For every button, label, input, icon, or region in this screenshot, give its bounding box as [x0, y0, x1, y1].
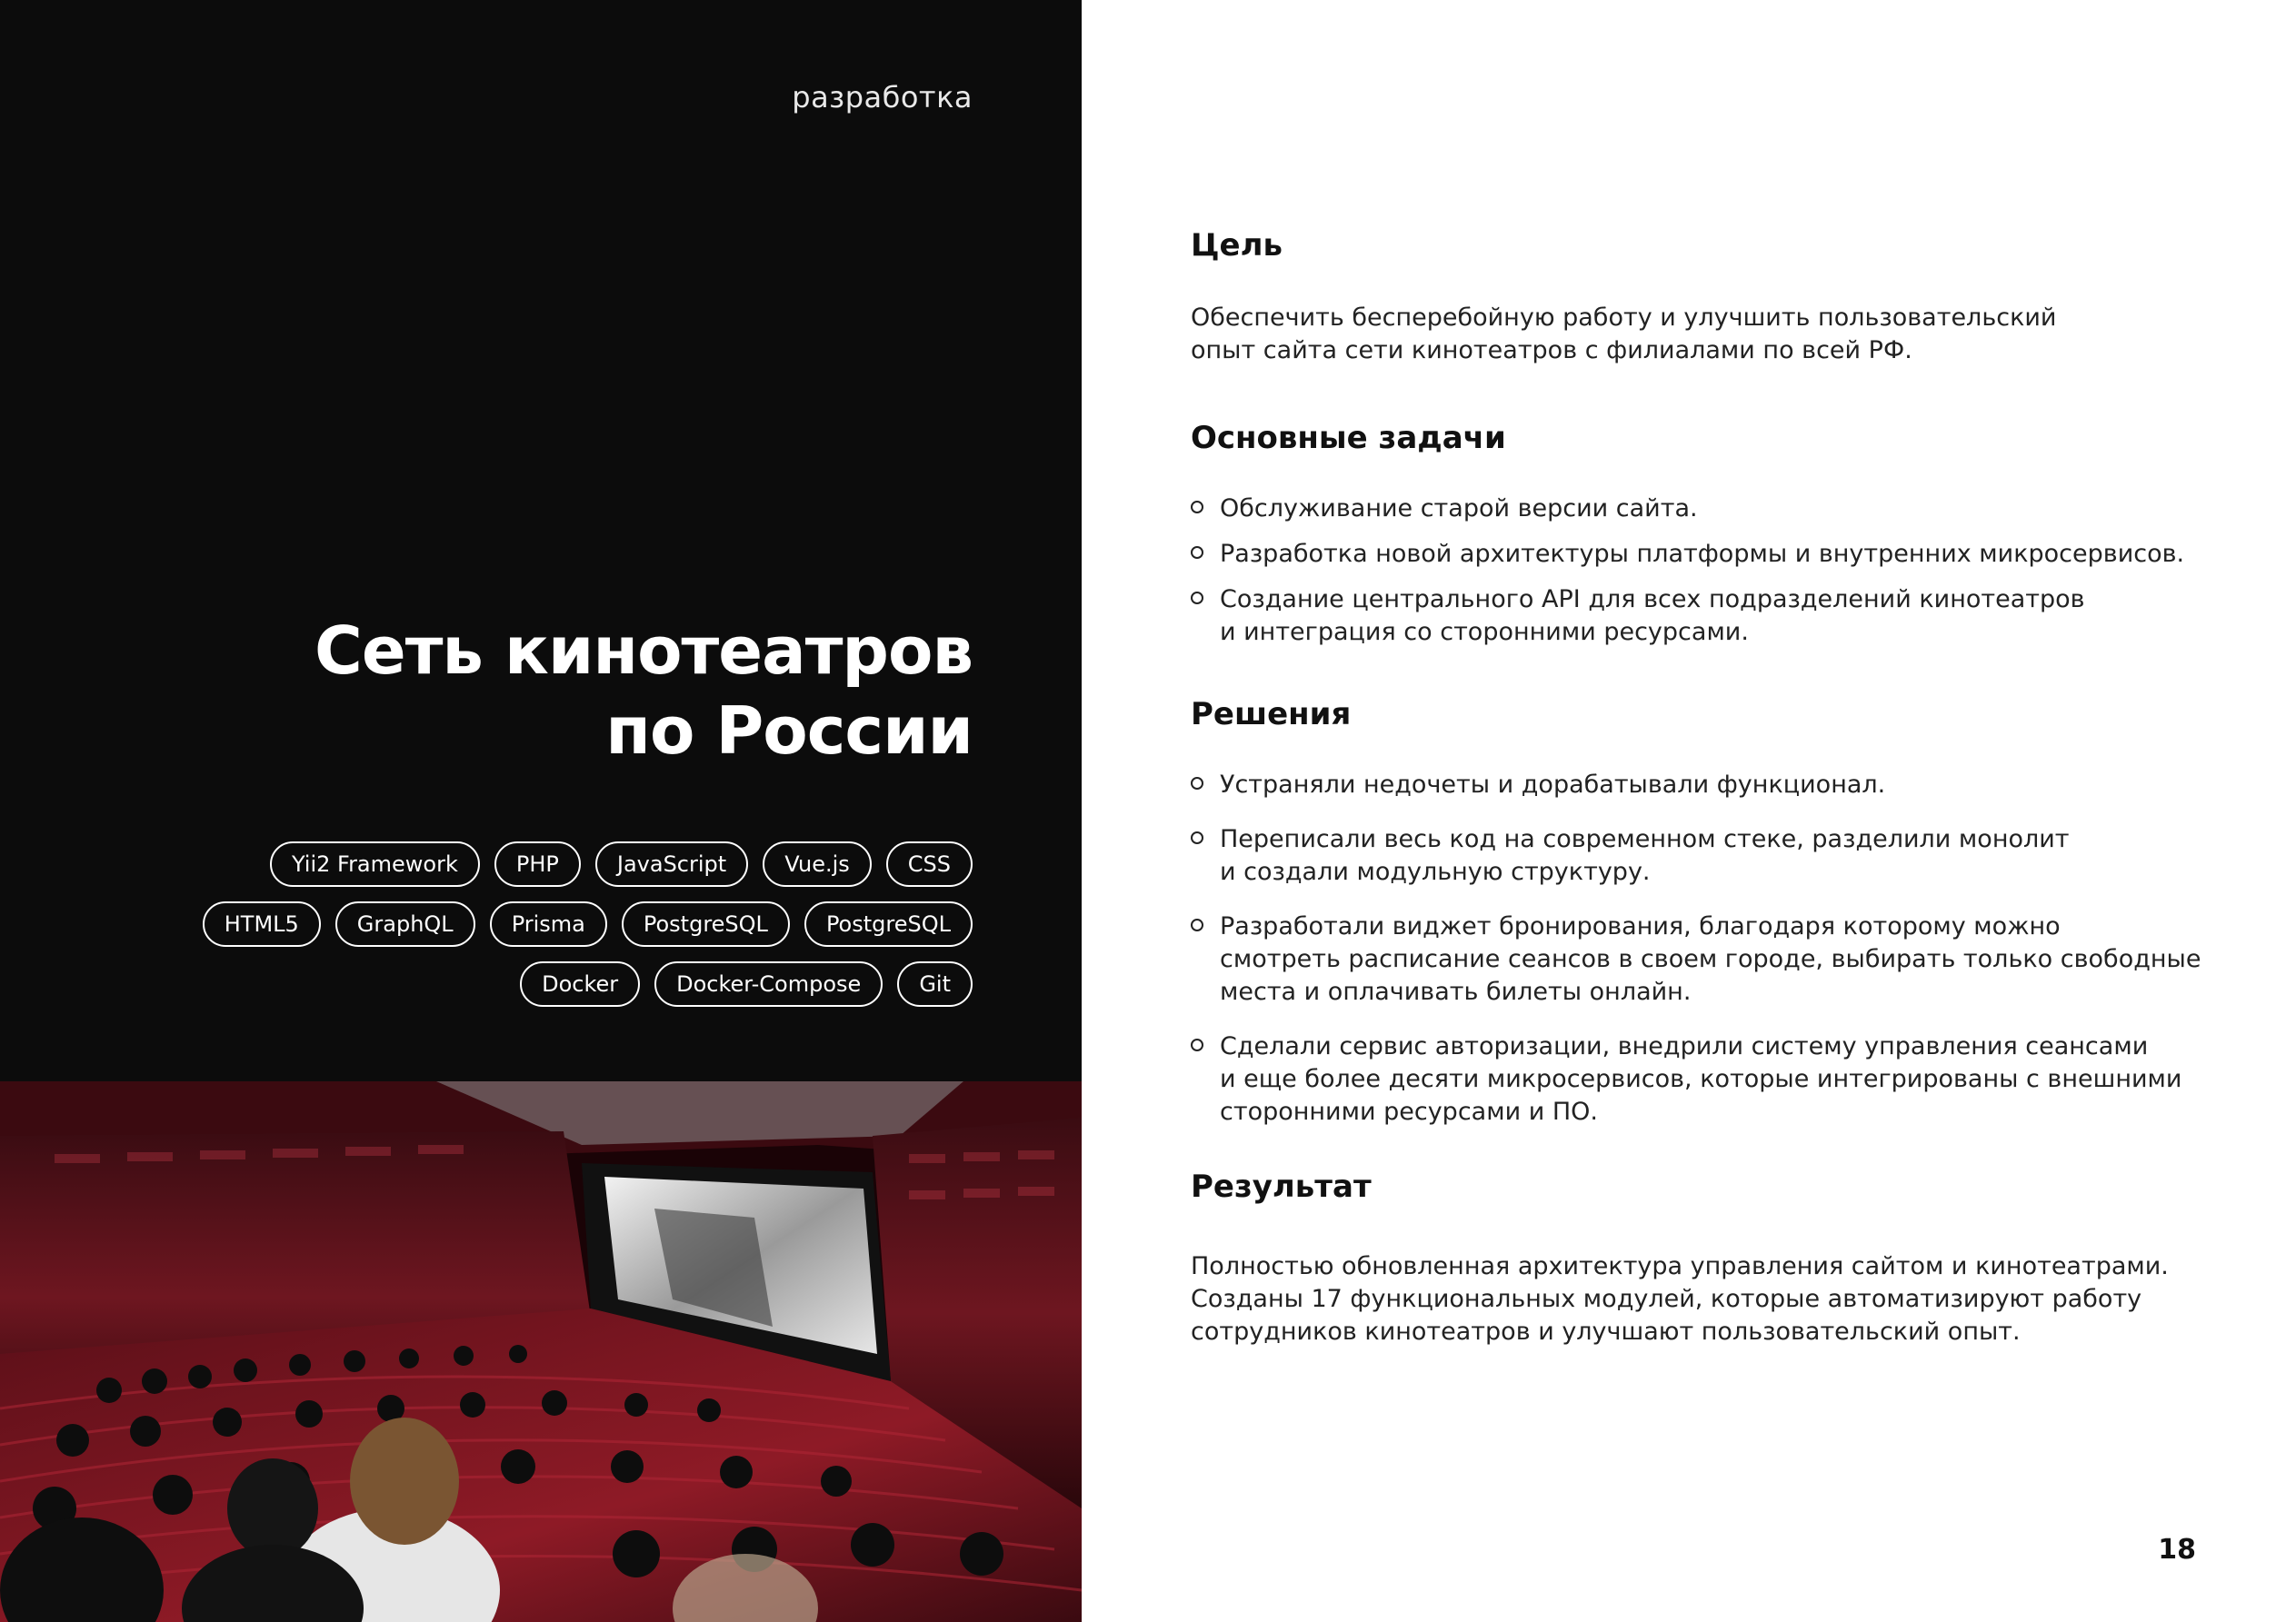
goal-text-line: Обеспечить бесперебойную работу и улучшить пользовательский: [1191, 304, 2057, 332]
tag-row-1: [270, 841, 973, 887]
list-item: [1191, 1030, 2236, 1129]
tech-tags: [155, 841, 973, 1007]
tag: PHP: [494, 841, 581, 887]
circle-bullet-icon: [1191, 777, 1203, 790]
tag: CSS: [886, 841, 973, 887]
circle-bullet-icon: [1191, 501, 1203, 513]
list-item-text: и создали модульную структуру.: [1220, 858, 1651, 886]
solutions-heading: Решения: [1191, 696, 1352, 732]
tag: Git: [897, 961, 973, 1007]
result-text: [1191, 1250, 2236, 1348]
list-item-text: сторонними ресурсами и ПО.: [1220, 1098, 1598, 1126]
tasks-heading: Основные задачи: [1191, 420, 1506, 456]
tag: Vue.js: [763, 841, 872, 887]
list-item-text: смотреть расписание сеансов в своем городе, выбирать только свободные: [1220, 945, 2201, 973]
circle-bullet-icon: [1191, 592, 1203, 604]
list-item-text: и интеграция со сторонними ресурсами.: [1220, 618, 1749, 646]
list-item: [1191, 538, 2236, 571]
result-text-line: сотрудников кинотеатров и улучшают пользовательский опыт.: [1191, 1318, 2021, 1346]
tag: Docker-Compose: [654, 961, 883, 1007]
list-item: [1191, 583, 2236, 649]
tag: PostgreSQL: [804, 901, 973, 947]
list-item: [1191, 911, 2236, 1009]
tag: Prisma: [490, 901, 607, 947]
tag-row-3: [520, 961, 973, 1007]
list-item-text: Переписали весь код на современном стеке, разделили монолит: [1220, 825, 2070, 853]
list-item-text: Создание центрального API для всех подразделений кинотеатров: [1220, 585, 2085, 613]
circle-bullet-icon: [1191, 831, 1203, 844]
list-item: [1191, 823, 2236, 889]
project-title: [314, 611, 973, 771]
tasks-list: [1191, 493, 2236, 649]
goal-section: [1191, 227, 2236, 367]
tag: JavaScript: [595, 841, 748, 887]
title-line-1: Сеть кинотеатров: [314, 612, 973, 689]
solutions-section: [1191, 696, 2236, 1129]
content-panel: [1082, 0, 2296, 1622]
list-item-text: Разработали виджет бронирования, благодаря которому можно: [1220, 912, 2061, 940]
goal-text-line: опыт сайта сети кинотеатров с филиалами по всей РФ.: [1191, 336, 1912, 364]
tag: PostgreSQL: [622, 901, 790, 947]
list-item-text: Сделали сервис авторизации, внедрили систему управления сеансами: [1220, 1032, 2149, 1060]
list-item-text: Устраняли недочеты и дорабатывали функционал.: [1220, 771, 1886, 799]
tag-row-2: [203, 901, 973, 947]
goal-text: [1191, 302, 2236, 367]
result-section: [1191, 1169, 2236, 1348]
circle-bullet-icon: [1191, 1039, 1203, 1051]
circle-bullet-icon: [1191, 919, 1203, 931]
result-text-line: Полностью обновленная архитектура управления сайтом и кинотеатрами.: [1191, 1252, 2169, 1280]
tag: GraphQL: [335, 901, 475, 947]
tag: Yii2 Framework: [270, 841, 480, 887]
cinema-hall-photo: [0, 1081, 1082, 1622]
dark-panel: [0, 0, 1082, 1622]
tag: Docker: [520, 961, 640, 1007]
circle-bullet-icon: [1191, 546, 1203, 559]
page-number: 18: [2158, 1534, 2196, 1566]
goal-heading: Цель: [1191, 227, 1283, 264]
solutions-list: [1191, 769, 2236, 1129]
tasks-section: [1191, 420, 2236, 649]
list-item-text: места и оплачивать билеты онлайн.: [1220, 978, 1692, 1006]
result-heading: Результат: [1191, 1169, 1372, 1205]
list-item: [1191, 493, 2236, 525]
list-item-text: и еще более десяти микросервисов, которые интегрированы с внешними: [1220, 1065, 2182, 1093]
tag: HTML5: [203, 901, 321, 947]
list-item: [1191, 769, 2236, 801]
category-label: разработка: [792, 80, 973, 114]
result-text-line: Созданы 17 функциональных модулей, которые автоматизируют работу: [1191, 1285, 2142, 1313]
list-item-text: Разработка новой архитектуры платформы и внутренних микросервисов.: [1220, 540, 2185, 568]
project-details: [1191, 227, 2236, 1348]
list-item-text: Обслуживание старой версии сайта.: [1220, 494, 1698, 522]
title-line-2: по России: [605, 692, 973, 769]
